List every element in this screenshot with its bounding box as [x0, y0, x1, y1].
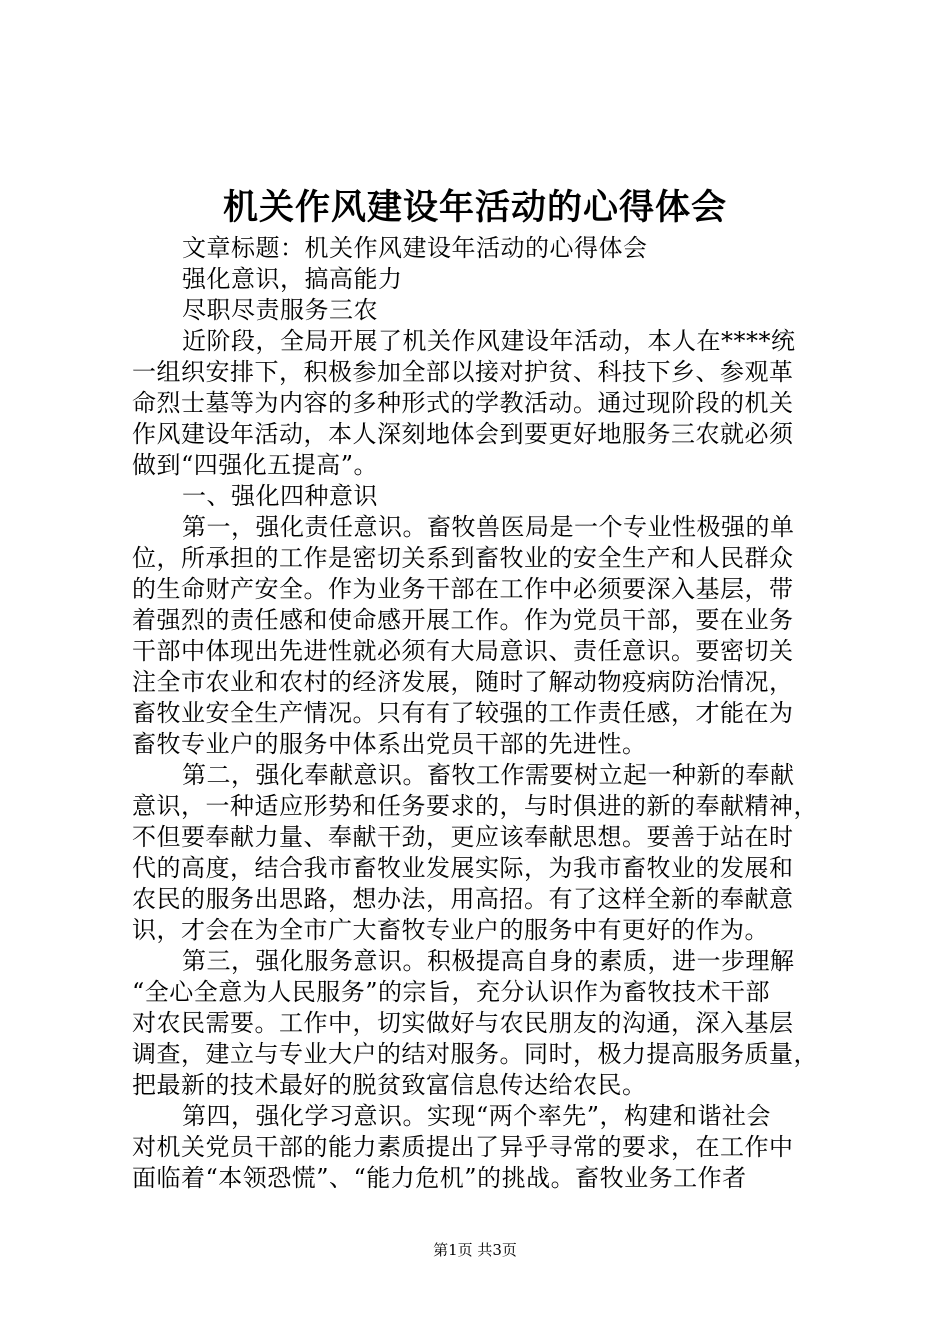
text-line: 不但要奉献力量、奉献干劲，更应该奉献思想。要善于站在时	[132, 823, 794, 851]
text-line: 命烈士墓等为内容的多种形式的学教活动。通过现阶段的机关	[132, 389, 794, 417]
page-footer: 第1页 共3页	[433, 1241, 517, 1259]
text-line: 第二，强化奉献意识。畜牧工作需要树立起一种新的奉献	[182, 761, 795, 789]
text-line: 畜牧专业户的服务中体系出党员干部的先进性。	[132, 730, 647, 758]
text-line: 代的高度，结合我市畜牧业发展实际，为我市畜牧业的发展和	[132, 854, 794, 882]
text-line: 着强烈的责任感和使命感开展工作。作为党员干部，要在业务	[132, 606, 794, 634]
text-line: 把最新的技术最好的脱贫致富信息传达给农民。	[132, 1071, 647, 1099]
text-line: 文章标题：机关作风建设年活动的心得体会	[182, 234, 648, 262]
text-line: 第三，强化服务意识。积极提高自身的素质，进一步理解	[182, 947, 795, 975]
text-line: 做到“四强化五提高”。	[132, 451, 379, 479]
text-line: 一组织安排下，积极参加全部以接对护贫、科技下乡、参观革	[132, 358, 794, 386]
text-line: 调查，建立与专业大户的结对服务。同时，极力提高服务质量，	[132, 1040, 818, 1068]
text-line: 第四，强化学习意识。实现“两个率先”，构建和谐社会	[182, 1102, 772, 1130]
text-line: 尽职尽责服务三农	[182, 296, 378, 324]
text-line: 干部中体现出先进性就必须有大局意识、责任意识。要密切关	[132, 637, 794, 665]
text-line: 的生命财产安全。作为业务干部在工作中必须要深入基层，带	[132, 575, 794, 603]
text-line: 对机关党员干部的能力素质提出了异乎寻常的要求，在工作中	[132, 1133, 794, 1161]
text-line: 农民的服务出思路，想办法，用高招。有了这样全新的奉献意	[132, 885, 794, 913]
text-line: 位，所承担的工作是密切关系到畜牧业的安全生产和人民群众	[132, 544, 794, 572]
text-line: 意识，一种适应形势和任务要求的，与时俱进的新的奉献精神，	[132, 792, 818, 820]
document-body	[132, 233, 836, 1194]
text-line: “全心全意为人民服务”的宗旨，充分认识作为畜牧技术干部	[132, 978, 771, 1006]
text-line: 近阶段，全局开展了机关作风建设年活动，本人在****统	[182, 327, 796, 355]
text-line: 作风建设年活动，本人深刻地体会到要更好地服务三农就必须	[132, 420, 794, 448]
text-line: 畜牧业安全生产情况。只有有了较强的工作责任感，才能在为	[132, 699, 794, 727]
text-line: 面临着“本领恐慌”、“能力危机”的挑战。畜牧业务工作者	[132, 1164, 747, 1192]
text-line: 强化意识，搞高能力	[182, 265, 403, 293]
text-line: 识，才会在为全市广大畜牧专业户的服务中有更好的作为。	[132, 916, 769, 944]
document-title: 机关作风建设年活动的心得体会	[222, 187, 727, 228]
text-line: 一、强化四种意识	[182, 482, 378, 510]
text-line: 注全市农业和农村的经济发展，随时了解动物疫病防治情况，	[132, 668, 794, 696]
text-line: 第一，强化责任意识。畜牧兽医局是一个专业性极强的单	[182, 513, 795, 541]
text-line: 对农民需要。工作中，切实做好与农民朋友的沟通，深入基层	[132, 1009, 794, 1037]
